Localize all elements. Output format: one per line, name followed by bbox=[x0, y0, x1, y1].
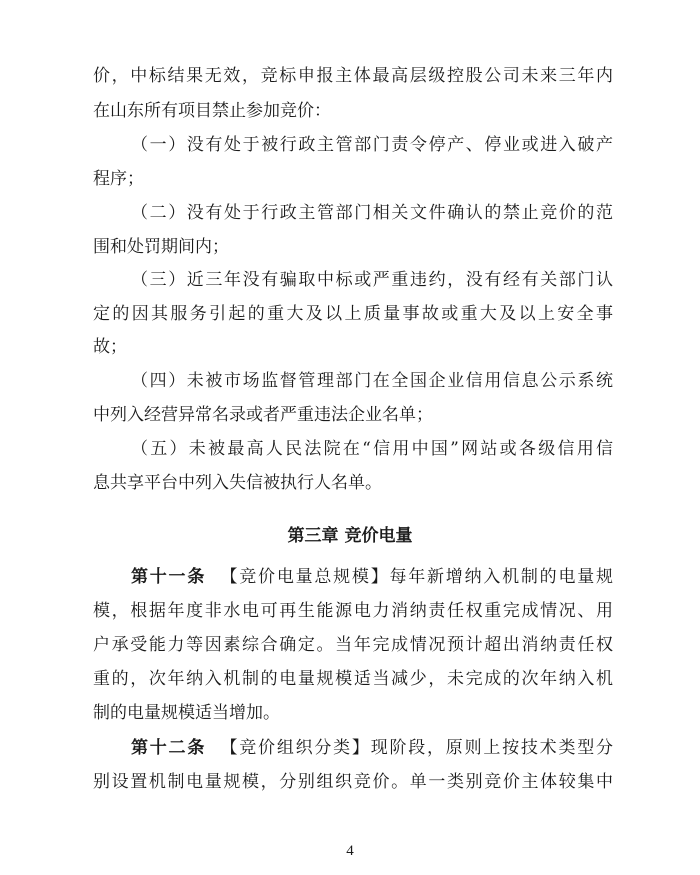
text-line: 价，中标结果无效，竞标申报主体最高层级控股公司未来三年内 bbox=[93, 66, 613, 86]
article-12-line: 别设置机制电量规模，分别组织竞价。单一类别竞价主体较集中 bbox=[93, 772, 613, 792]
list-item-2-line: 围和处罚期间内； bbox=[93, 237, 229, 257]
list-item-5-line: （五）未被最高人民法院在“信用中国”网站或各级信用信 bbox=[131, 439, 613, 459]
article-12-line bbox=[131, 737, 613, 759]
list-item-3-line: 故； bbox=[93, 337, 127, 357]
list-item-1-line: （一）没有处于被行政主管部门责令停产、停业或进入破产 bbox=[131, 135, 613, 155]
list-item-5-line: 息共享平台中列入失信被执行人名单。 bbox=[93, 473, 382, 493]
article-11-label: 第十一条 bbox=[131, 567, 207, 587]
list-item-4-line: （四）未被市场监督管理部门在全国企业信用信息公示系统 bbox=[131, 371, 613, 391]
article-11-line: 制的电量规模适当增加。 bbox=[93, 703, 280, 723]
page-number: 4 bbox=[346, 843, 354, 859]
list-item-3-line: （三）近三年没有骗取中标或严重违约，没有经有关部门认 bbox=[131, 270, 613, 290]
text-line: 在山东所有项目禁止参加竞价： bbox=[93, 101, 331, 121]
list-item-2-line: （二）没有处于行政主管部门相关文件确认的禁止竞价的范 bbox=[131, 203, 613, 223]
list-item-4-line: 中列入经营异常名录或者严重违法企业名单； bbox=[93, 405, 433, 425]
list-item-1-line: 程序； bbox=[93, 169, 144, 189]
list-item-3-line: 定的因其服务引起的重大及以上质量事故或重大及以上安全事 bbox=[93, 304, 613, 324]
chapter-heading: 第三章 竞价电量 bbox=[287, 526, 413, 546]
article-12-label: 第十二条 bbox=[131, 738, 207, 758]
article-11-line: 模，根据年度非水电可再生能源电力消纳责任权重完成情况、用 bbox=[93, 601, 613, 621]
article-12-text: 【竞价组织分类】现阶段，原则上按技术类型分 bbox=[220, 738, 614, 758]
article-11-text: 【竞价电量总规模】每年新增纳入机制的电量规 bbox=[220, 567, 614, 587]
article-11-line bbox=[131, 566, 613, 588]
article-11-line: 重的，次年纳入机制的电量规模适当减少，未完成的次年纳入机 bbox=[93, 669, 613, 689]
article-11-line: 户承受能力等因素综合确定。当年完成情况预计超出消纳责任权 bbox=[93, 635, 613, 655]
